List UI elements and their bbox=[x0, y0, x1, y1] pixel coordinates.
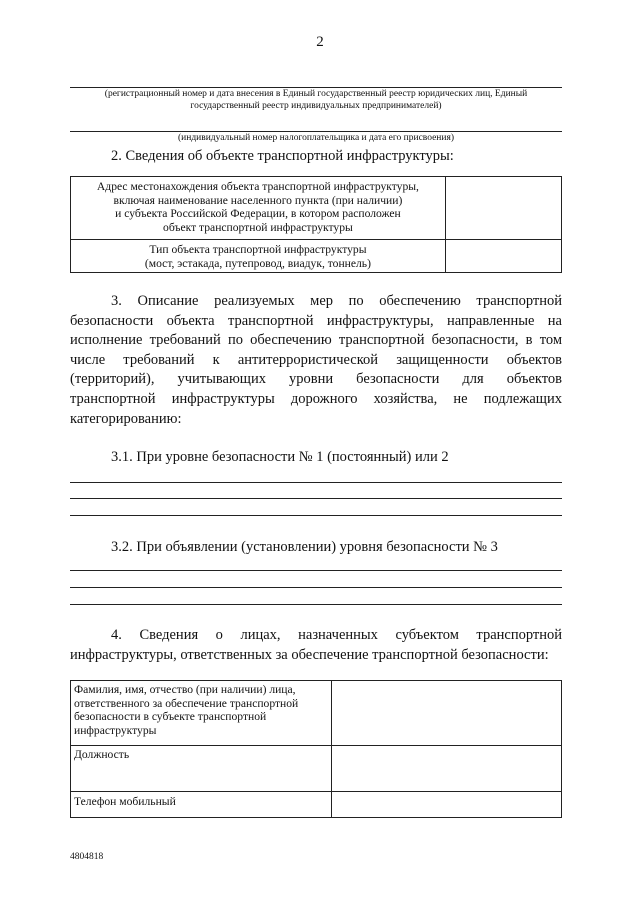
fill-line[interactable] bbox=[70, 587, 562, 588]
cell-text-line: Тип объекта транспортной инфраструктуры bbox=[149, 243, 367, 256]
fill-line[interactable] bbox=[70, 515, 562, 516]
cell-text-line: ответственного за обеспечение транспортной bbox=[74, 696, 299, 710]
subsection-3-1-heading: 3.1. При уровне безопасности № 1 (постоянный) или 2 bbox=[111, 449, 449, 465]
fill-line[interactable] bbox=[70, 498, 562, 499]
registration-caption bbox=[70, 88, 562, 112]
page-number: 2 bbox=[316, 34, 324, 50]
fill-line[interactable] bbox=[70, 604, 562, 605]
subsection-3-2-heading: 3.2. При объявлении (установлении) уровня безопасности № 3 bbox=[111, 539, 498, 555]
paragraph-line: исполнение требований по обеспечению транспортной безопасности, в том bbox=[70, 332, 562, 349]
paragraph-line: 3. Описание реализуемых мер по обеспечению транспортной bbox=[111, 293, 562, 309]
responsible-persons-table bbox=[70, 680, 562, 818]
object-type-value-cell[interactable] bbox=[445, 240, 561, 273]
section-2-heading: 2. Сведения об объекте транспортной инфраструктуры: bbox=[111, 148, 454, 164]
cell-text-line: включая наименование населенного пункта (при наличии) bbox=[113, 193, 403, 207]
section-4-paragraph bbox=[70, 626, 562, 665]
paragraph-line: 4. Сведения о лицах, назначенных субъектом транспортной bbox=[111, 627, 562, 643]
registration-caption-line: государственный реестр индивидуальных предпринимателей) bbox=[190, 101, 442, 111]
paragraph-line: категорированию: bbox=[70, 410, 182, 427]
infrastructure-object-table bbox=[70, 176, 562, 273]
table-row bbox=[71, 177, 562, 240]
cell-text-line: Телефон мобильный bbox=[74, 795, 176, 808]
cell-text-line: и субъекта Российской Федерации, в котором расположен bbox=[115, 207, 401, 221]
cell-text-line: Фамилия, имя, отчество (при наличии) лица, bbox=[74, 683, 296, 696]
paragraph-line: (территорий), учитывающих уровни безопасности для объектов bbox=[70, 371, 562, 388]
position-label-cell bbox=[71, 746, 332, 792]
address-value-cell[interactable] bbox=[445, 177, 561, 240]
cell-text-line: инфраструктуры bbox=[74, 723, 157, 737]
mobile-phone-label-cell bbox=[71, 792, 332, 818]
table-row bbox=[71, 681, 562, 746]
mobile-phone-value-cell[interactable] bbox=[332, 792, 562, 818]
table-row bbox=[71, 240, 562, 273]
cell-text-line: Адрес местонахождения объекта транспортной инфраструктуры, bbox=[96, 180, 419, 193]
fill-line[interactable] bbox=[70, 570, 562, 571]
full-name-value-cell[interactable] bbox=[332, 681, 562, 746]
table-row bbox=[71, 792, 562, 818]
full-name-label-cell bbox=[71, 681, 332, 746]
cell-text-line: безопасности в субъекте транспортной bbox=[74, 710, 267, 724]
paragraph-line: транспортной инфраструктуры дорожного хозяйства, не подлежащих bbox=[70, 390, 562, 407]
cell-text-line: объект транспортной инфраструктуры bbox=[163, 220, 353, 234]
position-value-cell[interactable] bbox=[332, 746, 562, 792]
registration-caption-line: (регистрационный номер и дата внесения в Единый государственный реестр юридических лиц, Единый bbox=[104, 89, 528, 99]
address-label-cell bbox=[71, 177, 446, 240]
object-type-label-cell bbox=[71, 240, 446, 273]
document-code: 4804818 bbox=[70, 852, 104, 862]
paragraph-line: числе требований к антитеррористической защищенности объектов bbox=[70, 351, 562, 368]
cell-text-line: Должность bbox=[74, 748, 130, 761]
inn-caption: (индивидуальный номер налогоплательщика и дата его присвоения) bbox=[177, 133, 455, 143]
cell-text-line: (мост, эстакада, путепровод, виадук, тоннель) bbox=[144, 256, 371, 270]
fill-line[interactable] bbox=[70, 482, 562, 483]
paragraph-line: инфраструктуры, ответственных за обеспечение транспортной безопасности: bbox=[70, 646, 549, 663]
paragraph-line: безопасности объекта транспортной инфраструктуры, направленные на bbox=[70, 312, 562, 329]
table-row bbox=[71, 746, 562, 792]
section-3-paragraph bbox=[70, 292, 562, 429]
